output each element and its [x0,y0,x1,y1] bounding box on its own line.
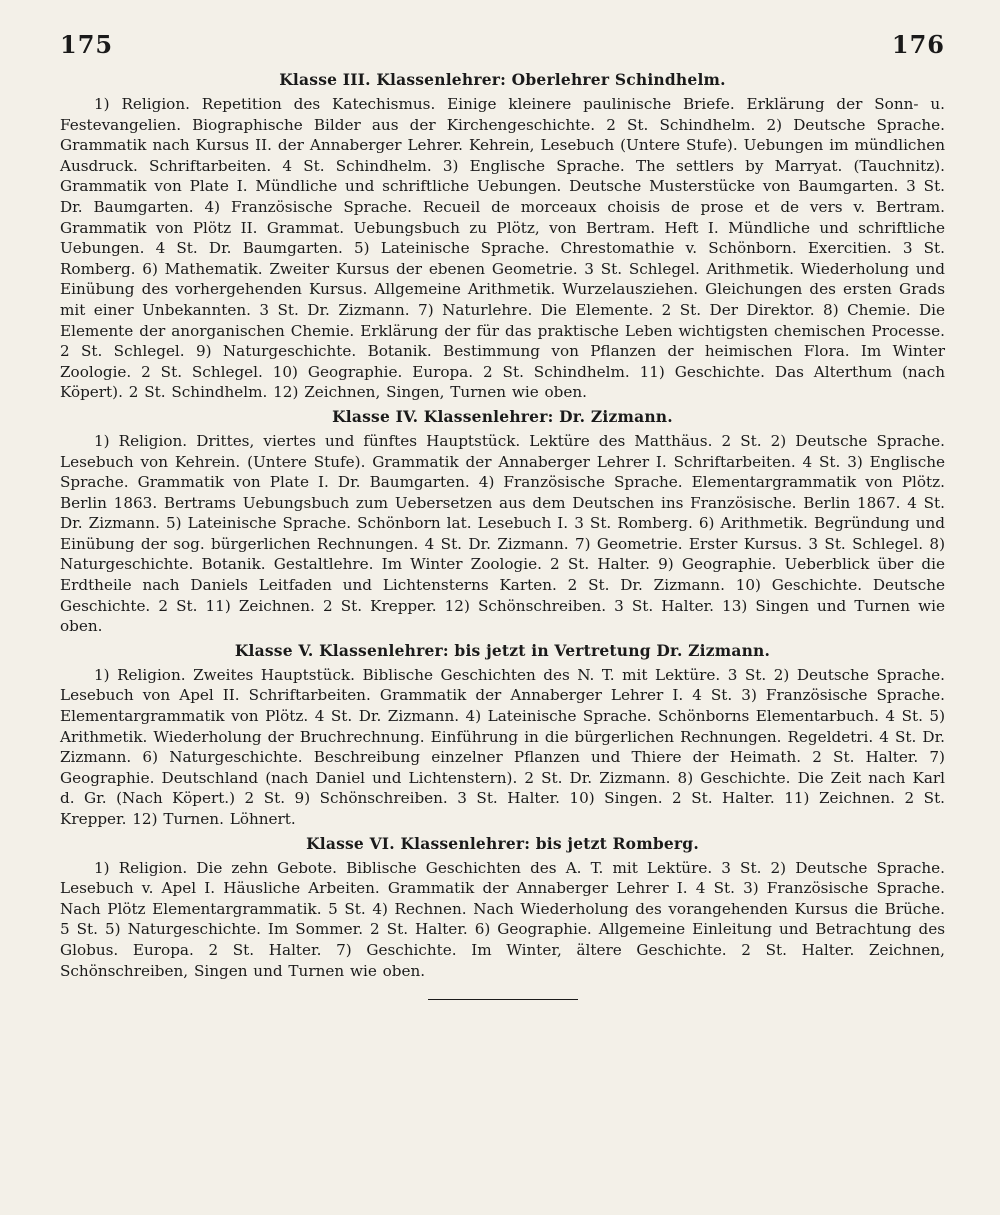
section-body: 1) Religion. Die zehn Gebote. Biblische Geschichten des A. T. mit Lektüre. 3 St. 2) Deutsche Sprache. Lesebuch v. Apel I. Häusliche Arbeiten. Grammatik der Annaberger Lehrer I. 4 St. 3) Französische Sprache. Nach Plötz Elementargrammatik. 5 St. 4) Rechnen. Nach Wiederholung des vorangehenden Kursus die Brüche. 5 St. 5) Naturgeschichte. Im Sommer. 2 St. Halter. 6) Geographie. Allgemeine Einleitung und Betrachtung des Globus. Europa. 2 St. Halter. 7) Geschichte. Im Winter, ältere Geschichte. 2 St. Halter. Zeichnen, Schönschreiben, Singen und Turnen wie oben. [60,858,945,980]
section-klasse-iii [60,70,945,403]
section-body: 1) Religion. Drittes, viertes und fünftes Hauptstück. Lektüre des Matthäus. 2 St. 2) Deutsche Sprache. Lesebuch von Kehrein. (Untere Stufe). Grammatik der Annaberger Lehrer I. Schriftarbeiten. 4 St. 3) Englische Sprache. Grammatik von Plate I. Dr. Baumgarten. 4) Französische Sprache. Elementargrammatik von Plötz. Berlin 1863. Bertrams Uebungsbuch zum Uebersetzen aus dem Deutschen ins Französische. Berlin 1867. 4 St. Dr. Zizmann. 5) Lateinische Sprache. Schönborn lat. Lesebuch I. 3 St. Romberg. 6) Arithmetik. Begründung und Einübung der sog. bürgerlichen Rechnungen. 4 St. Dr. Zizmann. 7) Geometrie. Erster Kursus. 3 St. Schlegel. 8) Naturgeschichte. Botanik. Gestaltlehre. Im Winter Zoologie. 2 St. Halter. 9) Geographie. Ueberblick über die Erdtheile nach Daniels Leitfaden und Lichtensterns Karten. 2 St. Dr. Zizmann. 10) Geschichte. Deutsche Geschichte. 2 St. 11) Zeichnen. 2 St. Krepper. 12) Schönschreiben. 3 St. Halter. 13) Singen und Turnen wie oben. [60,431,945,636]
page-number-left: 175 [60,30,114,59]
section-klasse-vi [60,834,945,982]
section-heading: Klasse V. Klassenlehrer: bis jetzt in Vertretung Dr. Zizmann. [234,640,771,660]
section-klasse-v [60,641,945,830]
section-heading: Klasse IV. Klassenlehrer: Dr. Zizmann. [332,406,673,426]
page-number-right: 176 [891,30,945,59]
section-klasse-iv [60,407,945,637]
end-rule [428,999,578,1000]
section-heading: Klasse III. Klassenlehrer: Oberlehrer Schindhelm. [279,70,726,89]
section-heading: Klasse VI. Klassenlehrer: bis jetzt Romberg. [306,833,699,853]
page-header [60,30,945,70]
section-body: 1) Religion. Repetition des Katechismus. Einige kleinere paulinische Briefe. Erklärung der Sonn- u. Festevangelien. Biographische Bilder aus der Kirchengeschichte. 2 St. Schindhelm. 2) Deutsche Sprache. Grammatik nach Kursus II. der Annaberger Lehrer. Kehrein, Lesebuch (Untere Stufe). Uebungen im mündlichen Ausdruck. Schriftarbeiten. 4 St. Schindhelm. 3) Englische Sprache. The settlers by Marryat. (Tauchnitz). Grammatik von Plate I. Mündliche und schriftliche Uebungen. Deutsche Musterstücke von Baumgarten. 3 St. Dr. Baumgarten. 4) Französische Sprache. Recueil de morceaux choisis de prose et de vers v. Bertram. Grammatik von Plötz II. Grammat. Uebungsbuch zu Plötz, von Bertram. Heft I. Mündliche und schriftliche Uebungen. 4 St. Dr. Baumgarten. 5) Lateinische Sprache. Chrestomathie v. Schönborn. Exercitien. 3 St. Romberg. 6) Mathematik. Zweiter Kursus der ebenen Geometrie. 3 St. Schlegel. Arithmetik. Wiederholung und Einübung des vorhergehenden Kursus. Allgemeine Arithmetik. Wurzelausziehen. Gleichungen des ersten Grads mit einer Unbekannten. 3 St. Dr. Zizmann. 7) Naturlehre. Die Elemente. 2 St. Der Direktor. 8) Chemie. Die Elemente der anorganischen Chemie. Erklärung der für das praktische Leben wichtigsten chemischen Processe. 2 St. Schlegel. 9) Naturgeschichte. Botanik. Bestimmung von Pflanzen der heimischen Flora. Im Winter Zoologie. 2 St. Schlegel. 10) Geographie. Europa. 2 St. Schindhelm. 11) Geschichte. Das Alterthum (nach Köpert). 2 St. Schindhelm. 12) Zeichnen, Singen, Turnen wie oben. [60,95,945,402]
section-body: 1) Religion. Zweites Hauptstück. Biblische Geschichten des N. T. mit Lektüre. 3 St. 2) Deutsche Sprache. Lesebuch von Apel II. Schriftarbeiten. Grammatik der Annaberger Lehrer I. 4 St. 3) Französische Sprache. Elementargrammatik von Plötz. 4 St. Dr. Zizmann. 4) Lateinische Sprache. Schönborns Elementarbuch. 4 St. 5) Arithmetik. Wiederholung der Bruchrechnung. Einführung in die bürgerlichen Rechnungen. Regeldetri. 4 St. Dr. Zizmann. 6) Naturgeschichte. Beschreibung einzelner Pflanzen und Thiere der Heimath. 2 St. Halter. 7) Geographie. Deutschland (nach Daniel und Lichtenstern). 2 St. Dr. Zizmann. 8) Geschichte. Die Zeit nach Karl d. Gr. (Nach Köpert.) 2 St. 9) Schönschreiben. 3 St. Halter. 10) Singen. 2 St. Halter. 11) Zeichnen. 2 St. Krepper. 12) Turnen. Löhnert. [60,665,945,828]
